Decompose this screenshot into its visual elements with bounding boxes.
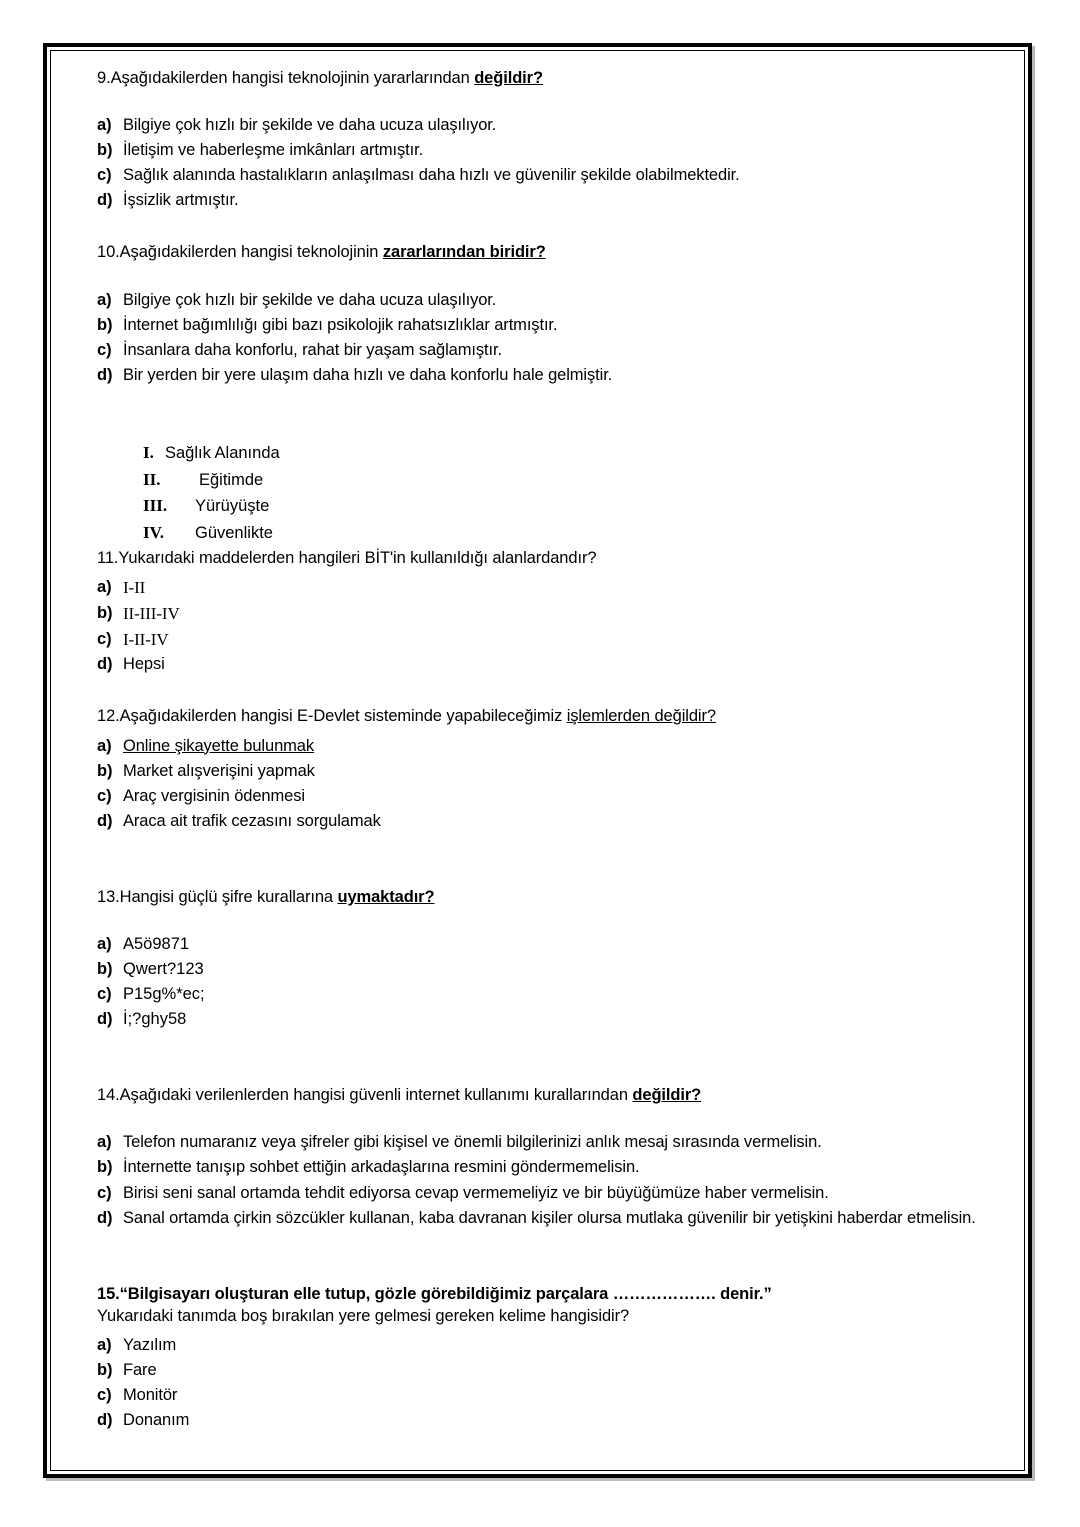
- option-item[interactable]: [97, 288, 998, 313]
- option-label: a): [97, 934, 112, 953]
- roman-item: [143, 493, 998, 520]
- option-item[interactable]: [97, 1333, 998, 1358]
- option-label: b): [97, 1361, 113, 1380]
- option-label: b): [97, 761, 113, 780]
- question-text-10: Aşağıdakilerden hangisi teknolojinin: [119, 243, 383, 262]
- roman-numeral: II.: [143, 469, 161, 489]
- option-label: d): [97, 191, 113, 210]
- option-list-15: [97, 1333, 998, 1433]
- option-list-10: [97, 288, 998, 388]
- option-item[interactable]: [97, 957, 998, 982]
- question-stem-15: [97, 1283, 998, 1305]
- roman-item: [143, 467, 998, 494]
- option-text: Fare: [123, 1361, 157, 1380]
- option-item[interactable]: [97, 1383, 998, 1408]
- roman-numeral: IV.: [143, 523, 164, 543]
- question-stem-13: [97, 886, 998, 908]
- option-label: b): [97, 315, 113, 334]
- spacer: [97, 95, 998, 113]
- option-text: A5ö9871: [123, 934, 190, 953]
- option-text: İnternet bağımlılığı gibi bazı psikolojik rahatsızlıklar artmıştır.: [123, 315, 558, 334]
- option-text: Sanal ortamda çirkin sözcükler kullanan, kaba davranan kişiler olursa mutlaka güvenilir bir yetişkini haberdar etmelisin.: [123, 1208, 976, 1227]
- option-item[interactable]: [97, 163, 998, 188]
- question-emphasis-12: işlemlerden değildir?: [566, 707, 716, 726]
- option-item[interactable]: [97, 113, 998, 138]
- question-stem-14: [97, 1084, 998, 1106]
- question-text-14: Aşağıdaki verilenlerden hangisi güvenli internet kullanımı kurallarından: [119, 1086, 633, 1105]
- option-item[interactable]: [97, 627, 998, 653]
- option-item[interactable]: [97, 1408, 998, 1433]
- option-label: d): [97, 1010, 113, 1029]
- question-block-11: [97, 547, 998, 569]
- question-stem-12: [97, 705, 998, 727]
- option-label: c): [97, 985, 112, 1004]
- option-item[interactable]: [97, 313, 998, 338]
- question-number-9: 9.: [97, 69, 111, 87]
- question-emphasis-13: uymaktadır?: [337, 887, 435, 906]
- option-label: a): [97, 1335, 112, 1354]
- spacer: [97, 1231, 998, 1283]
- roman-text: Sağlık Alanında: [165, 443, 280, 462]
- option-list-12: [97, 734, 998, 834]
- option-item[interactable]: [97, 759, 998, 784]
- option-label: c): [97, 786, 112, 805]
- option-label: a): [97, 116, 112, 135]
- option-text: İşsizlik artmıştır.: [123, 191, 239, 210]
- option-item[interactable]: [97, 932, 998, 957]
- option-label: b): [97, 960, 113, 979]
- question-text-12: Aşağıdakilerden hangisi E-Devlet sisteminde yapabileceğimiz: [119, 707, 567, 726]
- option-item[interactable]: [97, 363, 998, 388]
- spacer: [97, 677, 998, 705]
- option-label: b): [97, 603, 113, 622]
- option-text: Qwert?123: [123, 960, 204, 979]
- question-stem-10: [97, 241, 998, 263]
- question-text-9: Aşağıdakilerden hangisi teknolojinin yararlarından: [110, 69, 475, 87]
- question-emphasis-9: değildir?: [474, 69, 543, 87]
- option-label: d): [97, 365, 113, 384]
- roman-item: [143, 440, 998, 467]
- question-stem-11: [97, 547, 998, 569]
- option-item[interactable]: [97, 575, 998, 601]
- option-label: c): [97, 629, 112, 648]
- option-label: c): [97, 340, 112, 359]
- option-item[interactable]: [97, 601, 998, 627]
- option-text: Bilgiye çok hızlı bir şekilde ve daha ucuza ulaşılıyor.: [123, 116, 497, 135]
- option-text: I-II: [123, 577, 146, 597]
- option-item[interactable]: [97, 338, 998, 363]
- option-item[interactable]: [97, 1130, 998, 1155]
- option-label: d): [97, 1208, 113, 1227]
- option-list-14: [97, 1130, 998, 1230]
- question-number-10: 10.: [97, 243, 120, 262]
- option-label: b): [97, 141, 113, 160]
- question-number-12: 12.: [97, 707, 120, 726]
- option-text: Hepsi: [123, 655, 165, 674]
- question-block-9: [97, 67, 998, 89]
- question-text-11: Yukarıdaki maddelerden hangileri BİT'in kullanıldığı alanlardandır?: [118, 548, 597, 567]
- option-item[interactable]: [97, 1007, 998, 1032]
- option-text: Donanım: [123, 1411, 190, 1430]
- option-text: Market alışverişini yapmak: [123, 761, 315, 780]
- option-label: a): [97, 736, 112, 755]
- option-item[interactable]: [97, 809, 998, 834]
- question-number-13: 13.: [97, 887, 120, 906]
- option-label: d): [97, 1411, 113, 1430]
- option-text: Telefon numaranız veya şifreler gibi kişisel ve önemli bilgilerinizi anlık mesaj sırasında vermelisin.: [123, 1133, 822, 1152]
- option-label: c): [97, 1183, 112, 1202]
- question-block-13: [97, 886, 998, 908]
- option-label: d): [97, 811, 113, 830]
- option-item[interactable]: [97, 138, 998, 163]
- option-list-13: [97, 932, 998, 1032]
- option-label: a): [97, 1133, 112, 1152]
- question-number-11: 11.: [97, 548, 119, 567]
- option-item[interactable]: [97, 652, 998, 677]
- option-list-9: [97, 113, 998, 213]
- option-label: a): [97, 290, 112, 309]
- question-block-10: [97, 241, 998, 263]
- option-text: Araca ait trafik cezasını sorgulamak: [123, 811, 381, 830]
- option-text: P15g%*ec;: [123, 985, 205, 1004]
- option-label: a): [97, 577, 112, 596]
- option-label: c): [97, 166, 112, 185]
- page-border-inner: [50, 50, 1025, 1471]
- option-text: Birisi seni sanal ortamda tehdit ediyorsa cevap vermemeliyiz ve bir büyüğümüze haber vermelisin.: [123, 1183, 829, 1202]
- question-text-15: “Bilgisayarı oluşturan elle tutup, gözle görebildiğimiz parçalara ………………. denir.”: [119, 1284, 772, 1303]
- question-stem-9: [97, 67, 998, 89]
- spacer: [97, 388, 998, 440]
- option-list-11: [97, 575, 998, 678]
- roman-item: [143, 520, 998, 547]
- roman-text: Güvenlikte: [195, 524, 273, 543]
- spacer: [97, 270, 998, 288]
- option-label: c): [97, 1386, 112, 1405]
- option-text: İ;?ghy58: [123, 1010, 187, 1029]
- option-text: Monitör: [123, 1386, 178, 1405]
- option-item[interactable]: [97, 734, 998, 759]
- option-item[interactable]: [97, 1155, 998, 1180]
- roman-numeral: III.: [143, 496, 168, 516]
- option-text: I-II-IV: [123, 629, 169, 649]
- option-item[interactable]: [97, 784, 998, 809]
- spacer: [97, 1032, 998, 1084]
- question-emphasis-10: zararlarından biridir?: [382, 243, 546, 262]
- question-number-15: 15.: [97, 1284, 120, 1303]
- option-text: Bir yerden bir yere ulaşım daha hızlı ve daha konforlu hale gelmiştir.: [123, 365, 613, 384]
- option-text: II-III-IV: [123, 603, 180, 623]
- option-text: Sağlık alanında hastalıkların anlaşılması daha hızlı ve güvenilir şekilde olabilmektedir.: [123, 166, 740, 185]
- option-text: Bilgiye çok hızlı bir şekilde ve daha ucuza ulaşılıyor.: [123, 290, 497, 309]
- option-text: Yazılım: [123, 1335, 177, 1354]
- spacer: [97, 914, 998, 932]
- option-text: Araç vergisinin ödenmesi: [123, 786, 305, 805]
- roman-text: Yürüyüşte: [195, 497, 270, 516]
- roman-text: Eğitimde: [199, 470, 264, 489]
- page-border-frame: [43, 43, 1032, 1478]
- option-item[interactable]: [97, 188, 998, 213]
- spacer: [97, 1112, 998, 1130]
- document-sheet: [51, 51, 1024, 1470]
- question-number-14: 14.: [97, 1086, 120, 1105]
- option-item[interactable]: [97, 1181, 998, 1206]
- option-item[interactable]: [97, 982, 998, 1007]
- option-text: İnternette tanışıp sohbet ettiğin arkadaşlarına resmini göndermemelisin.: [123, 1158, 640, 1177]
- question-block-14: [97, 1084, 998, 1106]
- question-block-12: [97, 705, 998, 727]
- option-label: b): [97, 1158, 113, 1177]
- option-text: İletişim ve haberleşme imkânları artmıştır.: [123, 141, 424, 160]
- option-text: Online şikayette bulunmak: [123, 736, 315, 755]
- roman-numeral: I.: [143, 442, 154, 462]
- spacer: [97, 834, 998, 886]
- option-label: d): [97, 655, 113, 674]
- option-item[interactable]: [97, 1206, 998, 1231]
- option-text: İnsanlara daha konforlu, rahat bir yaşam sağlamıştır.: [123, 340, 502, 359]
- question-text-13: Hangisi güçlü şifre kurallarına: [119, 887, 338, 906]
- spacer: [97, 213, 998, 241]
- question-block-15: [97, 1283, 998, 1327]
- option-item[interactable]: [97, 1358, 998, 1383]
- question-stem-15-line2: Yukarıdaki tanımda boş bırakılan yere gelmesi gereken kelime hangisidir?: [97, 1306, 630, 1325]
- roman-numeral-list: [97, 440, 998, 547]
- question-emphasis-14: değildir?: [632, 1086, 702, 1105]
